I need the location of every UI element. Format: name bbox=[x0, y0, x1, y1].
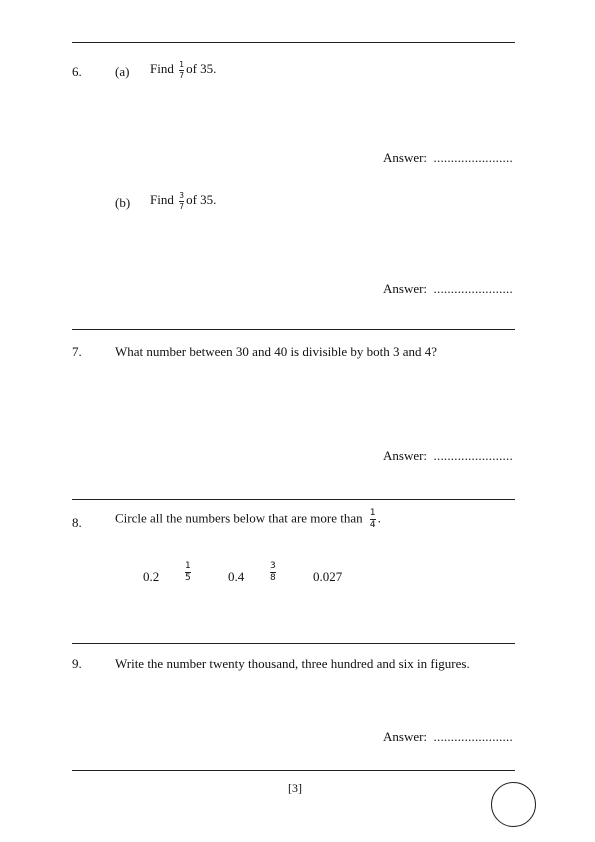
fraction-numerator: 1 bbox=[179, 60, 184, 69]
answer-label: Answer: bbox=[383, 729, 428, 744]
fraction bbox=[179, 192, 184, 210]
find-text: Find bbox=[150, 60, 174, 76]
answer-blank[interactable]: ....................... bbox=[433, 281, 513, 296]
question-text bbox=[150, 61, 216, 79]
question-text bbox=[115, 509, 381, 530]
answer-line[interactable] bbox=[383, 730, 513, 743]
option-decimal[interactable]: 0.2 bbox=[143, 569, 160, 584]
answer-label: Answer: bbox=[383, 448, 428, 463]
question-number: 8. bbox=[72, 515, 82, 530]
fraction bbox=[270, 562, 276, 583]
fraction bbox=[185, 562, 191, 583]
question-sentence: Circle all the numbers below that are more than bbox=[115, 510, 363, 526]
find-text: Find bbox=[150, 191, 174, 207]
question-text: Write the number twenty thousand, three hundred and six in figures. bbox=[115, 656, 470, 671]
question-text bbox=[150, 192, 216, 210]
fraction-numerator: 3 bbox=[179, 191, 184, 200]
divider-bottom bbox=[72, 770, 515, 771]
answer-blank[interactable]: ....................... bbox=[433, 729, 513, 744]
answer-line[interactable] bbox=[383, 449, 513, 462]
question-text: What number between 30 and 40 is divisible by both 3 and 4? bbox=[115, 344, 438, 359]
divider-top bbox=[72, 42, 515, 43]
answer-blank[interactable]: ....................... bbox=[433, 448, 513, 463]
answer-label: Answer: bbox=[383, 281, 428, 296]
fraction-denominator: 5 bbox=[185, 573, 191, 583]
question-number: 6. bbox=[72, 64, 82, 79]
divider bbox=[72, 499, 515, 500]
fraction bbox=[179, 61, 184, 79]
question-tail: of 35. bbox=[186, 60, 217, 76]
marks-circle bbox=[491, 782, 536, 827]
answer-label: Answer: bbox=[383, 150, 428, 165]
fraction-numerator: 3 bbox=[270, 561, 276, 571]
option-fraction[interactable] bbox=[183, 562, 193, 583]
fraction-numerator: 1 bbox=[369, 508, 376, 518]
part-label: (b) bbox=[115, 195, 131, 210]
answer-blank[interactable]: ....................... bbox=[433, 150, 513, 165]
fraction bbox=[370, 509, 376, 530]
page-number: [3] bbox=[288, 781, 302, 795]
fraction-denominator: 4 bbox=[369, 520, 376, 530]
option-fraction[interactable] bbox=[268, 562, 278, 583]
question-tail: of 35. bbox=[186, 191, 217, 207]
fraction-denominator: 7 bbox=[179, 70, 184, 80]
period: . bbox=[377, 510, 381, 526]
part-label: (a) bbox=[115, 64, 130, 79]
fraction-numerator: 1 bbox=[185, 561, 191, 571]
divider bbox=[72, 643, 515, 644]
question-number: 7. bbox=[72, 344, 82, 359]
option-decimal[interactable]: 0.027 bbox=[313, 569, 343, 584]
divider bbox=[72, 329, 515, 330]
answer-line[interactable] bbox=[383, 151, 513, 164]
answer-line[interactable] bbox=[383, 282, 513, 295]
fraction-denominator: 7 bbox=[179, 201, 184, 211]
option-decimal[interactable]: 0.4 bbox=[228, 569, 245, 584]
fraction-denominator: 8 bbox=[270, 573, 276, 583]
question-number: 9. bbox=[72, 656, 82, 671]
